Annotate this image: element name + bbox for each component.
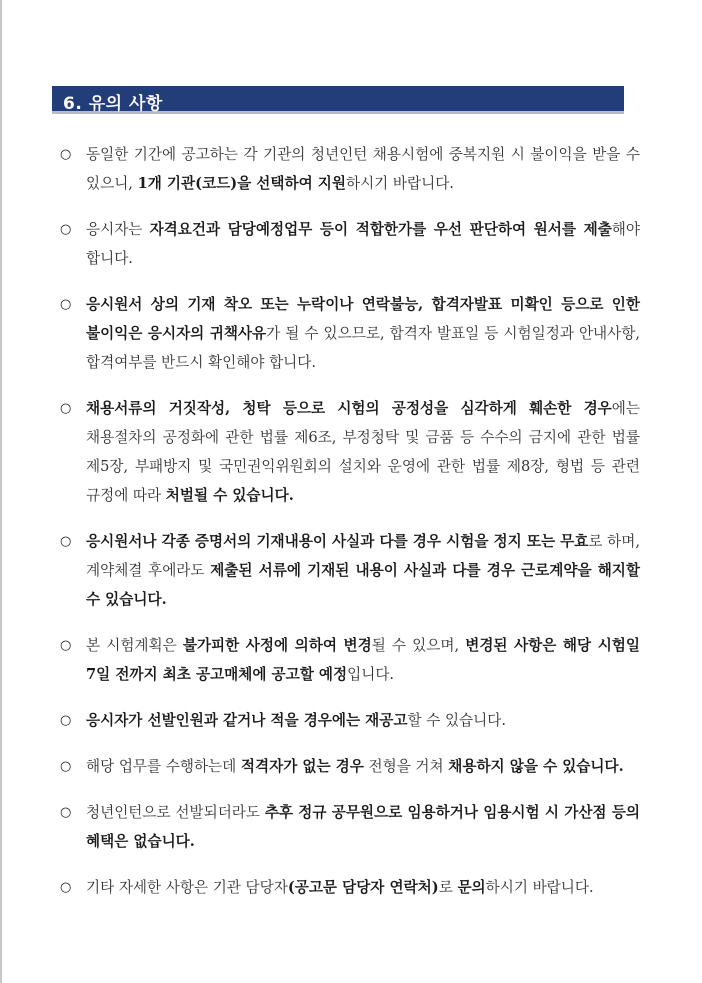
bullet-circle-icon: ○ [60,147,72,162]
bullet-circle-icon: ○ [60,880,72,895]
bullet-circle-icon: ○ [60,297,72,312]
notice-text: 가 될 수 있으므로, 합격자 발표일 등 시험일정과 안내사항, 합격여부를 반드시 확인해야 합니다. [86,325,640,371]
notice-item [56,631,640,689]
section-title: 6. 유의 사항 [63,94,163,114]
bullet-circle-icon: ○ [60,534,72,549]
bullet-circle-icon: ○ [60,401,72,416]
bullet-circle-icon: ○ [60,759,72,774]
notice-text-emphasis: 응시원서나 각종 증명서의 기재내용이 사실과 다를 경우 시험을 정지 또는 무효 [86,533,589,550]
notice-text: 해야 합니다. [86,221,640,267]
bullet-circle-icon: ○ [60,222,72,237]
notice-item [56,527,640,614]
notice-text: 기타 자세한 사항은 기관 담당자 [86,879,288,896]
notice-text: 동일한 기간에 공고하는 각 기관의 청년인턴 채용시험에 중복지원 시 불이익을 받을 수 있으니, [86,146,640,192]
notice-text: 로 하며, 계약체결 후에라도 [86,533,640,579]
notice-text-emphasis: 1개 기관(코드)을 선택하여 지원 [137,175,346,192]
notice-text-emphasis: 추후 정규 공무원으로 임용하거나 임용시험 시 가산점 등의 혜택은 없습니다. [86,804,640,850]
notice-item [56,873,640,902]
notice-text: 에는 채용절차의 공정화에 관한 법률 제6조, 부정청탁 및 금품 등 수수의 금지에 관한 법률 제5장, 부패방지 및 국민권익위원회의 설치와 운영에 관한 법률 제8장, 형법 등 관련 규정에 따라 [86,400,640,504]
notice-text: 할 수 있습니다. [407,712,506,729]
notice-text: 청년인턴으로 선발되더라도 [86,804,265,821]
notice-text: 입니다. [347,666,395,683]
bullet-circle-icon: ○ [60,805,72,820]
section-header [52,86,624,114]
notice-text: 로 [438,879,458,896]
notice-list [56,140,640,919]
notice-text: 하시기 바랍니다. [345,175,454,192]
notice-text: 해당 업무를 수행하는데 [86,758,241,775]
notice-text-emphasis: 채용하지 않을 수 있습니다. [448,758,624,775]
notice-text-emphasis: 변경된 사항은 해당 시험일 7일 전까지 최초 공고매체에 공고할 예정 [86,637,640,683]
notice-text-emphasis: 불가피한 사정에 의하여 변경 [182,637,372,654]
bullet-circle-icon: ○ [60,713,72,728]
bullet-circle-icon: ○ [60,638,72,653]
page-left-edge [0,0,2,983]
notice-text-emphasis: (공고문 담당자 연락처) [287,879,439,896]
notice-text-emphasis: 채용서류의 거짓작성, 청탁 등으로 시험의 공정성을 심각하게 훼손한 경우 [86,400,612,417]
notice-text-emphasis: 응시자가 선발인원과 같거나 적을 경우에는 재공고 [86,712,408,729]
notice-item [56,394,640,510]
notice-text-emphasis: 자격요건과 담당예정업무 등이 적합한가를 우선 판단하여 원서를 제출 [149,221,612,238]
notice-text: 전형을 거쳐 [363,758,449,775]
notice-text: 하시기 바랍니다. [485,879,594,896]
notice-item [56,290,640,377]
notice-item [56,706,640,735]
notice-text-emphasis: 응시원서 상의 기재 착오 또는 누락이나 연락불능, 합격자발표 미확인 등으로 인한 불이익은 응시자의 귀책사유 [86,296,640,342]
notice-item [56,752,640,781]
notice-item [56,140,640,198]
notice-text-emphasis: 적격자가 없는 경우 [240,758,364,775]
notice-text-emphasis: 처벌될 수 있습니다. [165,487,294,504]
notice-text-emphasis: 제출된 서류에 기재된 내용이 사실과 다를 경우 근로계약을 해지할 수 있습니다. [86,562,640,608]
notice-text: 응시자는 [86,221,150,238]
notice-item [56,798,640,856]
notice-text-emphasis: 문의 [457,879,486,896]
notice-text: 될 수 있으며, [371,637,466,654]
notice-item [56,215,640,273]
notice-text: 본 시험계획은 [86,637,183,654]
